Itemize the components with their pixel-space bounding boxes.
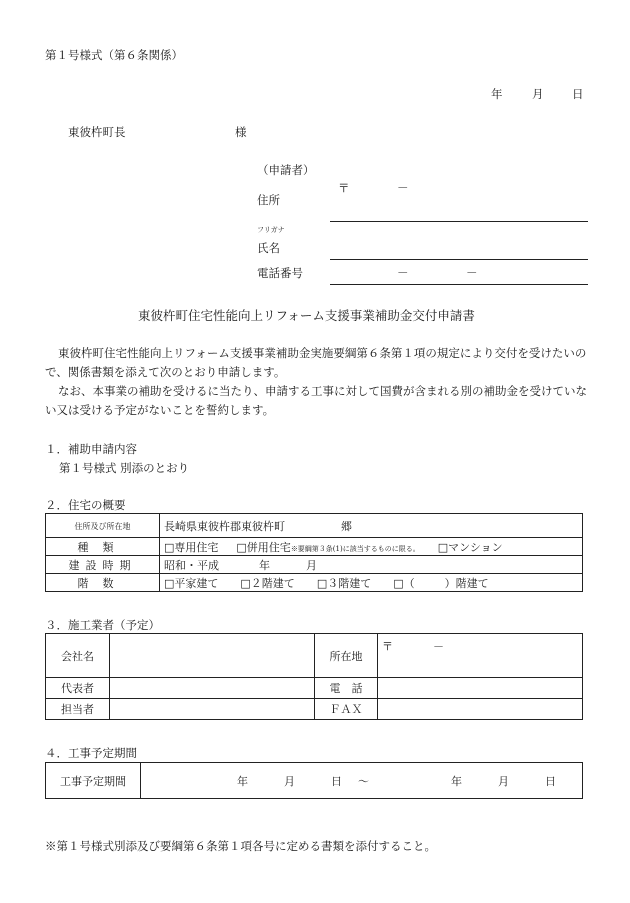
period-era: 昭和・平成 <box>164 558 219 572</box>
section1-content: 第１号様式 別添のとおり <box>59 461 190 475</box>
type-options <box>160 538 583 556</box>
type-option-dedicated[interactable]: □専用住宅 <box>164 540 219 554</box>
applicant-heading: （申請者） <box>257 163 315 177</box>
contractor-postal-dash: － <box>433 640 444 653</box>
section3-heading: ３．施工業者（予定） <box>45 618 160 632</box>
furigana-label: フリガナ <box>257 226 285 234</box>
floors-options <box>160 574 583 592</box>
location-label: 住所及び所在地 <box>46 514 160 538</box>
start-year: 年 <box>237 774 248 788</box>
period-year: 年 <box>259 558 270 572</box>
date-day: 日 <box>572 87 584 101</box>
type-option-combined[interactable]: □併用住宅 <box>236 540 291 554</box>
addressee-name: 東彼杵町長 <box>68 125 126 139</box>
footnote: ※第１号様式別添及び要綱第６条第１項各号に定める書類を添付すること。 <box>45 839 436 853</box>
floors-option-1[interactable]: □平家建て <box>164 576 219 590</box>
postal-mark: 〒 <box>338 181 350 195</box>
addressee-honorific: 様 <box>235 125 247 139</box>
page-title: 東彼杵町住宅性能向上リフォーム支援事業補助金交付申請書 <box>138 308 475 323</box>
section4-heading: ４．工事予定期間 <box>45 746 137 760</box>
contractor-location-field[interactable] <box>378 634 583 678</box>
location-prefix: 長崎県東彼杵郡東彼杵町 <box>164 519 285 533</box>
date-month: 月 <box>532 87 544 101</box>
end-day: 日 <box>545 774 556 788</box>
section1-heading: １．補助申請内容 <box>45 442 137 456</box>
contractor-postal-mark: 〒 <box>382 640 393 653</box>
floors-option-2[interactable]: □２階建て <box>240 576 295 590</box>
body-paragraph-1: 東彼杵町住宅性能向上リフォーム支援事業補助金実施要綱第６条第１項の規定により交付を受けたいので、関係書類を添えて次のとおり申請します。 <box>45 346 587 379</box>
phone-label: 電話番号 <box>257 266 303 280</box>
address-field[interactable] <box>330 221 588 222</box>
date-year: 年 <box>491 87 503 101</box>
staff-field[interactable] <box>110 699 315 720</box>
company-label: 会社名 <box>46 634 110 678</box>
floors-label: 階数 <box>46 574 160 592</box>
location-suffix: 郷 <box>341 519 352 533</box>
contractor-phone-field[interactable] <box>378 678 583 699</box>
address-label: 住所 <box>257 193 280 207</box>
section2-heading: ２．住宅の概要 <box>45 498 126 512</box>
contractor-fax-field[interactable] <box>378 699 583 720</box>
end-month: 月 <box>498 774 509 788</box>
representative-label: 代表者 <box>46 678 110 699</box>
location-value[interactable] <box>160 514 583 538</box>
representative-field[interactable] <box>110 678 315 699</box>
fax-label: ＦＡＸ <box>315 699 378 720</box>
end-year: 年 <box>451 774 462 788</box>
body-paragraph-2: なお、本事業の補助を受けるに当たり、申請する工事に対して国費が含まれる別の補助金を受けていない又は受ける予定がないことを誓約します。 <box>45 384 587 417</box>
house-overview-table <box>45 513 583 592</box>
type-note: ※要綱第３条(1)に該当するものに限る。 <box>290 544 420 553</box>
location-label-3: 所在地 <box>315 634 378 678</box>
contractor-table <box>45 633 583 720</box>
start-day: 日 <box>331 774 342 788</box>
start-month: 月 <box>284 774 295 788</box>
construction-period-field[interactable] <box>141 763 583 799</box>
floors-option-other[interactable]: □（ <box>393 576 415 590</box>
form-number: 第１号様式（第６条関係） <box>45 48 183 62</box>
period-value[interactable] <box>160 556 583 574</box>
period-tilde: ～ <box>358 774 369 788</box>
construction-period-table <box>45 762 583 799</box>
phone-dash-1: － <box>397 266 409 280</box>
name-label: 氏名 <box>257 241 280 255</box>
floors-option-3[interactable]: □３階建て <box>316 576 372 590</box>
name-field[interactable] <box>330 259 588 260</box>
period-label: 建設時期 <box>46 556 160 574</box>
staff-label: 担当者 <box>46 699 110 720</box>
company-field[interactable] <box>110 634 315 678</box>
postal-dash: － <box>397 181 409 195</box>
type-option-mansion[interactable]: □マンション <box>437 540 503 554</box>
phone-dash-2: － <box>466 266 478 280</box>
phone-field[interactable] <box>330 284 588 285</box>
phone-label-3: 電 話 <box>315 678 378 699</box>
period-month: 月 <box>306 558 317 572</box>
type-label: 種類 <box>46 538 160 556</box>
floors-option-other-suffix: ）階建て <box>444 576 489 590</box>
construction-period-label: 工事予定期間 <box>46 763 141 799</box>
